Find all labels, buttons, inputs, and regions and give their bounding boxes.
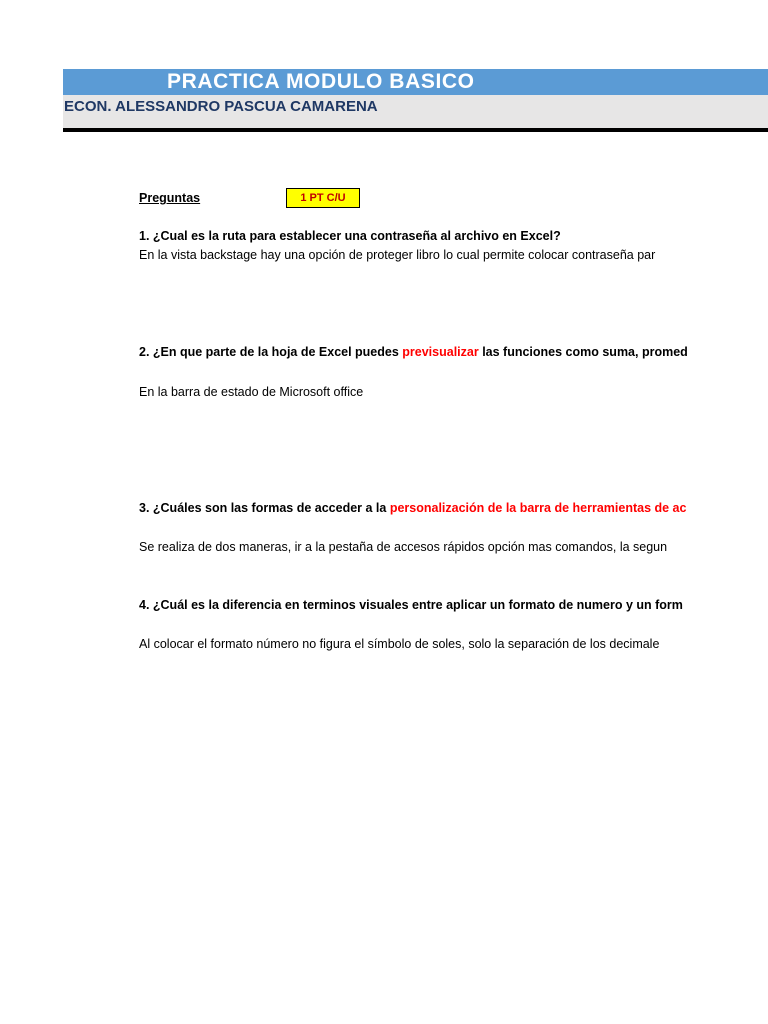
author-name: ECON. ALESSANDRO PASCUA CAMARENA bbox=[64, 98, 378, 115]
answer-4: Al colocar el formato número no figura el símbolo de soles, solo la separación de los decimale bbox=[139, 637, 660, 651]
page-title: PRACTICA MODULO BASICO bbox=[167, 70, 475, 93]
header-gap-band bbox=[63, 119, 768, 128]
question-3-text: 3. ¿Cuáles son las formas de acceder a la bbox=[139, 501, 390, 515]
title-band bbox=[63, 69, 768, 95]
question-2-highlight: previsualizar bbox=[402, 345, 479, 359]
question-3 bbox=[139, 501, 686, 515]
answer-2: En la barra de estado de Microsoft office bbox=[139, 385, 364, 399]
content-area bbox=[0, 132, 688, 1024]
question-1: 1. ¿Cual es la ruta para establecer una contraseña al archivo en Excel? bbox=[139, 229, 561, 243]
question-3-highlight: personalización de la barra de herramientas de ac bbox=[389, 501, 687, 515]
subtitle-band bbox=[63, 95, 768, 119]
question-2 bbox=[139, 345, 688, 359]
answer-3: Se realiza de dos maneras, ir a la pestaña de accesos rápidos opción mas comandos, la segun bbox=[139, 540, 668, 554]
preguntas-label: Preguntas bbox=[139, 191, 201, 205]
question-4: 4. ¿Cuál es la diferencia en terminos visuales entre aplicar un formato de numero y un form bbox=[139, 598, 683, 612]
points-badge: 1 PT C/U bbox=[286, 188, 360, 208]
question-2-text-end: las funciones como suma, promed bbox=[478, 345, 688, 359]
answer-1: En la vista backstage hay una opción de proteger libro lo cual permite colocar contraseña par bbox=[139, 248, 656, 262]
question-2-text: 2. ¿En que parte de la hoja de Excel puedes bbox=[139, 345, 403, 359]
